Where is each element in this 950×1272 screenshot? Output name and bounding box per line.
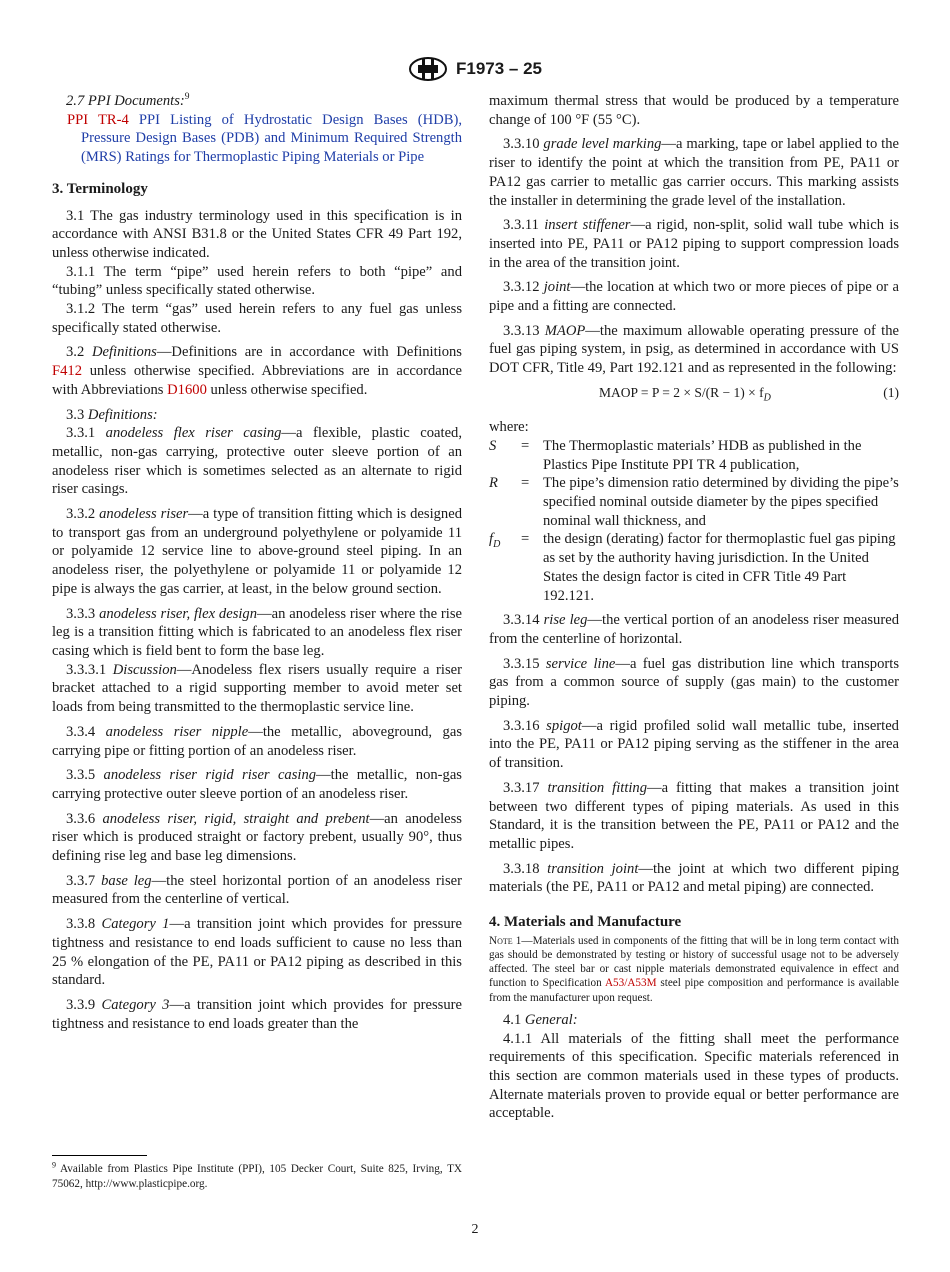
para-4-1: 4.1 General: xyxy=(503,1011,578,1028)
maop-equation: MAOP = $P = 2 \times S/(R - 1) \times f_D$ (1) xyxy=(489,384,899,408)
section-4-title: 4. Materials and Manufacture xyxy=(489,914,682,931)
var-fd: $f_D$ = the design (derating) factor for thermoplastic fuel gas piping as set by the authority having jurisdiction. In the United States the design factor is cited in CFR Title 49 Part 192.121. xyxy=(489,531,896,604)
def-3-3-13: 3.3.13 MAOP—the maximum allowable operating pressure of the fuel gas piping system, in psig, as determined in accordance with US DOT CFR, Title 49, Part 192.121 and as represented in the following: xyxy=(489,322,899,377)
para-3-1-1: 3.1.1 The term “pipe” used herein refers to both “pipe” and “tubing” unless specifically stated otherwise. xyxy=(52,263,462,299)
def-3-3-11: 3.3.11 insert stiffener—a rigid, non-split, solid wall tube which is inserted into PE, PA11 or PA12 piping to support compression loads in the area of the transition joint. xyxy=(489,217,899,271)
def-3-3-3: 3.3.3 anodeless riser, flex design—an anodeless riser where the rise leg is a transition fitting which is fabricated to an anodeless flex riser casing which is field bent to form the base leg. xyxy=(52,605,462,659)
def-3-3-16: 3.3.16 spigot—a rigid profiled solid wall metallic tube, inserted into the PE, PA11 or PA12 piping serving as the stiffener in the area of transition. xyxy=(489,717,899,772)
def-3-3-10: 3.3.10 grade level marking—a marking, tape or label applied to the riser to identify the point at which the transition from PE, PA11 or PA12 gas carrier to metallic gas carrier occurs. This marking assists the installer in determining the grade level of the installation. xyxy=(489,136,900,209)
def-3-3-5: 3.3.5 anodeless riser rigid riser casing—the metallic, non-gas carrying protective outer sleeve portion of an anodeless riser. xyxy=(52,767,462,802)
def-3-3-14: 3.3.14 rise leg—the vertical portion of an anodeless riser measured from the centerline of horizontal. xyxy=(489,612,899,647)
note-1: Note 1—Materials used in components of the fitting that will be in long term contact with gas should be demonstrated by testing or history of successful usage not to be adversely affected. The steel bar or cast nipple materials demonstrated equivalence in effect and function to Specification A53/A53M steel pipe composition and performance is available from the manufacturer upon request. xyxy=(489,934,900,1004)
ppi-tr4-link[interactable]: PPI TR-4 xyxy=(67,111,129,128)
def-3-3-4: 3.3.4 anodeless riser nipple—the metallic, aboveground, gas carrying pipe or fitting portion of an anodeless riser. xyxy=(52,723,462,759)
para-3-3: 3.3 Definitions: xyxy=(66,406,158,423)
def-3-3-1: 3.3.1 anodeless flex riser casing—a flexible, plastic coated, metallic, non-gas carrying, protective outer sleeve portion of an anodeless riser which is sometimes selected as an alternate to rigid riser casings. xyxy=(52,425,462,498)
def-3-3-12: 3.3.12 joint—the location at which two or more pieces of pipe or a pipe and a fitting are connected. xyxy=(489,279,899,315)
def-3-3-9-continued: maximum thermal stress that would be produced by a temperature change of 100 °F (55 °C). xyxy=(489,93,899,128)
def-3-3-3-1: 3.3.3.1 Discussion—Anodeless flex risers usually require a riser bracket attached to a rigid supporting member to avoid meter set loads from being transmitted to the thermoplastic service line. xyxy=(52,661,462,716)
equation-number: (1) xyxy=(883,384,899,400)
para-4-1-1: 4.1.1 All materials of the fitting shall meet the performance requirements of this specification. Specific materials referenced in this section are common materials used in these types of products. Alternate materials proven to provide equal or better performance are acceptable. xyxy=(489,1030,899,1122)
def-3-3-18: 3.3.18 transition joint—the joint at which two different piping materials (the PE, PA11 or PA12 and metal piping) are connected. xyxy=(489,860,899,896)
f412-link[interactable]: F412 xyxy=(52,363,83,380)
def-3-3-8: 3.3.8 Category 1—a transition joint which provides for pressure tightness and resistance to end loads sufficient to cause no less than 25 % elongation of the PE, PA11 or PA12 piping as described in this standard. xyxy=(52,916,462,989)
page-header xyxy=(0,56,950,82)
def-3-3-7: 3.3.7 base leg—the steel horizontal portion of an anodeless riser measured from the centerline of vertical. xyxy=(52,872,462,908)
d1600-link[interactable]: D1600 xyxy=(167,381,207,398)
left-column xyxy=(52,92,462,1039)
para-3-1-2: 3.1.2 The term “gas” used herein refers to any fuel gas unless specifically stated otherwise. xyxy=(52,301,462,336)
def-3-3-2: 3.3.2 anodeless riser—a type of transition fitting which is designed to transport gas from an underground polyethylene or polyamide 11 or polyamide 12 service line to above-ground steel piping. In an anodeless riser, the polyethylene or polyamide 11 or polyamide 12 pipe is always the gas carrier, at least, in the below ground section. xyxy=(52,506,462,597)
def-3-3-6: 3.3.6 anodeless riser, rigid, straight and prebent—an anodeless riser which is produced straight or factory prebent, usually 90°, thus defining rise leg and base leg dimensions. xyxy=(52,810,462,865)
a53-link[interactable]: A53/A53M xyxy=(604,977,657,990)
def-3-3-15: 3.3.15 service line—a fuel gas distribution line which transports gas from a common source of supply (gas main) to the customer piping. xyxy=(489,655,899,710)
ppi-documents-heading: 2.7 PPI Documents:$^9$ xyxy=(66,92,190,109)
right-column xyxy=(489,92,899,1129)
page-number: 2 xyxy=(471,1222,479,1237)
para-3-2: 3.2 Definitions—Definitions are in accordance with Definitions F412 unless otherwise specified. Abbreviations are in accordance with Abbreviations D1600 unless otherwise specified. xyxy=(52,344,462,398)
standard-designation: F1973 – 25 xyxy=(455,59,542,78)
footnote-9: $^9$ Available from Plastics Pipe Institute (PPI), 105 Decker Court, Suite 825, Irving, TX 75062, http://www.plasticpipe.org. xyxy=(52,1160,463,1190)
para-3-1: 3.1 The gas industry terminology used in this specification is in accordance with ANSI B31.8 or the United States CFR 49 Part 192, unless otherwise indicated. xyxy=(52,207,462,261)
astm-logo-icon xyxy=(408,56,448,82)
where-label: where: xyxy=(489,419,529,436)
def-3-3-9-start: 3.3.9 Category 3—a transition joint which provides for pressure tightness and resistance to end loads greater than the xyxy=(52,996,462,1032)
var-r: R = The pipe’s dimension ratio determined by dividing the pipe’s specified nominal outside diameter by the pipes specified nominal wall thickness, and xyxy=(489,475,899,529)
ppi-tr4-reference xyxy=(52,111,462,167)
footnote-rule xyxy=(52,1155,147,1156)
ppi-tr4-title-link[interactable]: PPI Listing of Hydrostatic Design Bases (HDB), Pressure Design Bases (PDB) and Minimum Required Strength (MRS) Ratings for Thermoplastic Piping Materials or Pipe xyxy=(81,111,462,166)
var-s: S = The Thermoplastic materials’ HDB as published in the Plastics Pipe Institute PPI TR 4 publication, xyxy=(489,437,862,473)
section-3-title: 3. Terminology xyxy=(52,180,148,197)
def-3-3-17: 3.3.17 transition fitting—a fitting that makes a transition joint between two different types of piping materials. As used in this Standard, it is the transition between the PE, PA11 or PA12 and the metallic pipes. xyxy=(489,779,899,852)
